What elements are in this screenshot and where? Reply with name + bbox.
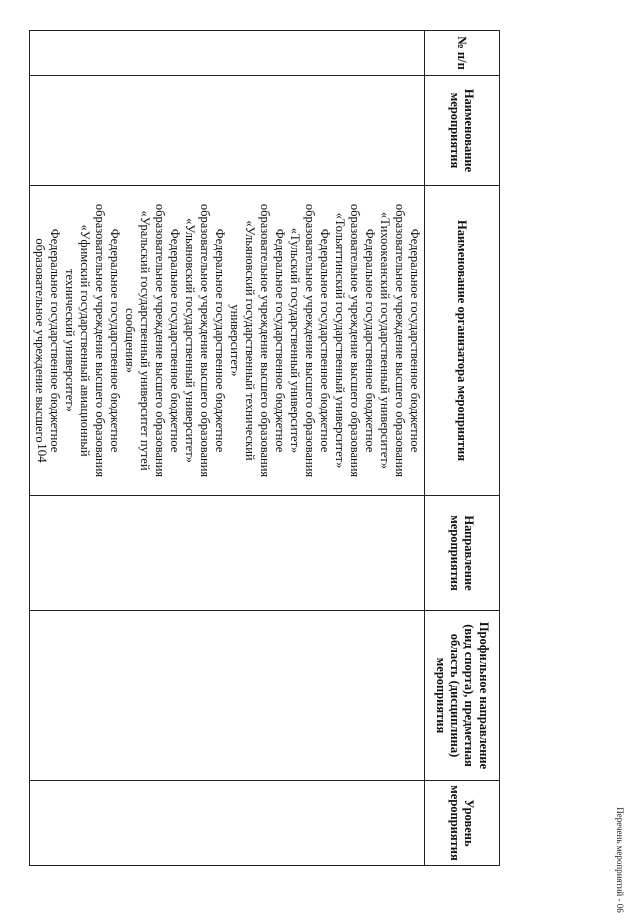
cell-direction xyxy=(30,496,425,611)
footer-note: Перечень мероприятий - 06 xyxy=(615,807,625,913)
page-number: 104 xyxy=(35,443,50,463)
cell-number xyxy=(30,31,425,76)
organizer-entry: Федеральное государственное бюджетное образовательное учреждение высшего образования «Ульяновский государственный технический университет» xyxy=(228,203,287,478)
organizer-entry: Федеральное государственное бюджетное образовательное учреждение высшего образования «Тульский государственный университет» xyxy=(288,203,332,478)
header-level: Уровень мероприятия xyxy=(425,781,500,866)
cell-event-name xyxy=(30,76,425,186)
cell-organizers xyxy=(30,186,425,496)
organizer-entry: Федеральное государственное бюджетное образовательное учреждение высшего образования «Уфимский государственный авиационный технический университет» xyxy=(63,203,122,478)
header-event-name: Наименование мероприятия xyxy=(425,76,500,186)
table-header-row xyxy=(425,31,500,866)
cell-profile xyxy=(30,611,425,781)
header-organizer: Наименование организатора мероприятия xyxy=(425,186,500,496)
events-table xyxy=(29,30,500,866)
organizer-entry: Федеральное государственное бюджетное образовательное учреждение высшего образования «Тихоокеанский государственный университет» xyxy=(378,203,422,478)
header-number: № п/п xyxy=(425,31,500,76)
organizer-entry: Федеральное государственное бюджетное образовательное учреждение высшего образования «Тольяттинский государственный университет» xyxy=(333,203,377,478)
cell-level xyxy=(30,781,425,866)
table-row xyxy=(30,31,425,866)
header-profile: Профильное направление (вид спорта), предметная область (дисциплина) мероприятия xyxy=(425,611,500,781)
organizer-entry: Федеральное государственное бюджетное образовательное учреждение высшего образования «Уральский государственный университет путей сообщения» xyxy=(123,203,182,478)
organizer-entry: Федеральное государственное бюджетное образовательное учреждение высшего образования «Ульяновский государственный университет» xyxy=(183,203,227,478)
organizer-entry: Федеральное государственное бюджетное образовательное учреждение высшего xyxy=(33,228,62,453)
header-direction: Направление мероприятия xyxy=(425,496,500,611)
